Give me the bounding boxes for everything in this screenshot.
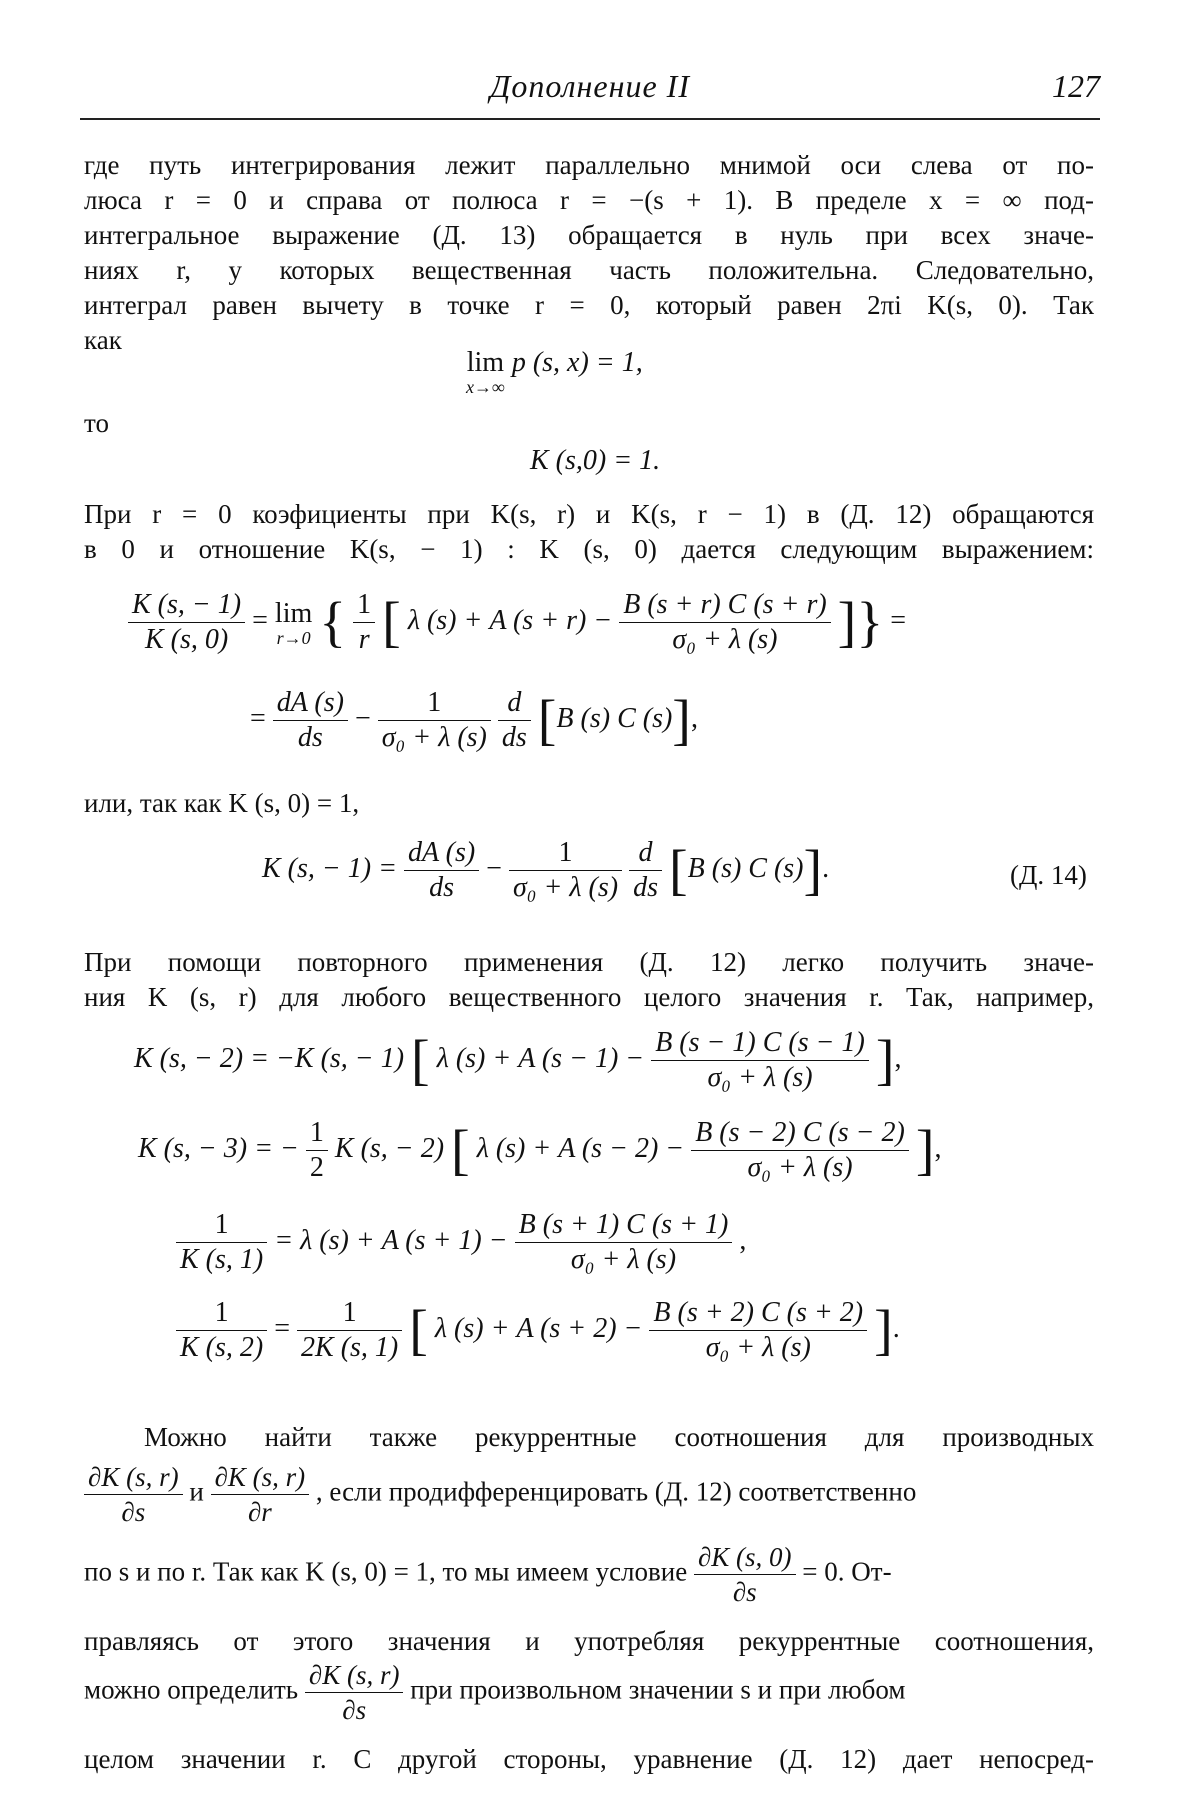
denominator: ∂s bbox=[342, 1695, 367, 1725]
text-fragment: , если продифференцировать (Д. 12) соответственно bbox=[315, 1476, 917, 1507]
equation-ratio-line2: = $\frac{dA (s)}{ds}$ − $\frac{1}{\text{σ₀ + λ (s)}}$ $\frac{d}{ds}$ [B (s) C (s)], bbox=[250, 687, 698, 753]
numerator: 1 bbox=[378, 686, 491, 721]
paragraph-5-line6 bbox=[84, 1742, 1094, 1777]
paragraph-1 bbox=[84, 148, 1094, 358]
numerator: 1 bbox=[306, 1116, 328, 1151]
denominator: ∂r bbox=[247, 1497, 272, 1527]
denominator: 2K (s, 1) bbox=[301, 1332, 399, 1363]
text-line: где путь интегрирования лежит параллельно мнимой оси слева от по- bbox=[84, 150, 1094, 180]
equation-inverse-k2: $\frac{1}{K (s, 2)}$ = $\frac{1}{2K (s, 1)}$ [ λ (s) + A (s + 2) − $\frac{B (s + 2) C (s + 2)}{\text{σ₀ + λ (s)}}$ ]. bbox=[176, 1296, 900, 1365]
equation-14: K (s, − 1) = $\frac{dA (s)}{ds}$ − $\frac{1}{\text{σ₀ + λ (s)}}$ $\frac{d}{ds}$ [B (s) C (s)]. bbox=[262, 837, 830, 903]
punctuation: , bbox=[690, 702, 698, 734]
bracket-body: B (s) C (s) bbox=[556, 702, 673, 734]
numerator: K (s, − 1) bbox=[128, 588, 245, 623]
limit-body: p (s, x) = 1, bbox=[511, 347, 643, 378]
numerator: dA (s) bbox=[404, 836, 479, 871]
numerator: 1 bbox=[176, 1296, 267, 1331]
paragraph-3 bbox=[84, 786, 1094, 821]
denominator: 2 bbox=[309, 1152, 324, 1183]
fraction bbox=[694, 1540, 796, 1609]
text-line: Можно найти также рекуррентные соотношения для производных bbox=[144, 1422, 1094, 1452]
punctuation: , bbox=[739, 1224, 747, 1256]
punctuation: . bbox=[822, 852, 830, 884]
denominator: ∂s bbox=[732, 1577, 757, 1607]
fraction bbox=[353, 588, 375, 657]
fraction bbox=[128, 588, 245, 657]
lim-operator: lim bbox=[466, 347, 505, 378]
numerator: 1 bbox=[176, 1208, 267, 1243]
equation-lhs: K (s, − 3) = − bbox=[138, 1132, 299, 1164]
bracket-body: λ (s) + A (s − 2) − bbox=[476, 1132, 685, 1164]
numerator: ∂K (s, r) bbox=[305, 1658, 404, 1693]
fraction bbox=[404, 836, 479, 905]
paragraph-4 bbox=[84, 945, 1094, 1015]
denominator: σ₀ + λ (s) bbox=[747, 1152, 853, 1183]
paragraph-2 bbox=[84, 497, 1094, 567]
numerator: d bbox=[629, 836, 662, 871]
equation-term: K (s, − 2) bbox=[334, 1132, 445, 1164]
numerator: 1 bbox=[509, 836, 622, 871]
fraction bbox=[378, 686, 491, 755]
fraction bbox=[509, 836, 622, 905]
fraction bbox=[273, 686, 348, 755]
denominator: ds bbox=[501, 722, 527, 753]
fraction bbox=[651, 1026, 869, 1095]
paragraph-5-line3 bbox=[84, 1540, 1094, 1609]
fraction bbox=[211, 1460, 310, 1529]
equation-lhs: K (s, − 1) = bbox=[262, 852, 398, 884]
text-fragment: по s и по r. Так как K (s, 0) = 1, то мы имеем условие bbox=[84, 1556, 688, 1587]
denominator: r bbox=[358, 624, 370, 655]
bracket-body: λ (s) + A (s − 1) − bbox=[436, 1042, 645, 1074]
fraction bbox=[629, 836, 662, 905]
denominator: ∂s bbox=[121, 1497, 146, 1527]
denominator: σ₀ + λ (s) bbox=[705, 1332, 811, 1363]
text-line: в 0 и отношение K(s, − 1) : K (s, 0) дается следующим выражением: bbox=[84, 534, 1094, 564]
text-line: целом значении r. С другой стороны, уравнение (Д. 12) дает непосред- bbox=[84, 1744, 1094, 1774]
denominator: K (s, 2) bbox=[180, 1332, 264, 1363]
fraction bbox=[176, 1208, 267, 1277]
equation-k-minus3: K (s, − 3) = − $\frac{1}{2}$ K (s, − 2) [ λ (s) + A (s − 2) − $\frac{B (s - 2) C (s - 2)}{\text{σ₀ + λ (s)}}$ ], bbox=[138, 1117, 942, 1183]
punctuation: , bbox=[934, 1132, 942, 1164]
text-line: ниях r, у которых вещественная часть положительна. Следовательно, bbox=[84, 255, 1094, 285]
equation-ratio-line1: $\frac{K (s, - 1)}{K (s, 0)}$ = lim r→0 { $\frac{1}{r}$ [ λ (s) + A (s + r) − $\frac{B (s + r) C (s + r)}{\text{σ₀ + λ (s)}}$ ]} = bbox=[128, 588, 906, 657]
bracket-body: λ (s) + A (s + 2) − bbox=[434, 1312, 643, 1344]
text-fragment: можно определить bbox=[84, 1674, 299, 1705]
fraction bbox=[691, 1116, 909, 1185]
lim-subscript: x→∞ bbox=[466, 377, 505, 397]
punctuation: , bbox=[894, 1042, 902, 1074]
fraction bbox=[297, 1296, 402, 1365]
bracket-body: λ (s) + A (s + r) − bbox=[407, 604, 613, 636]
text-fragment: при произвольном значении s и при любом bbox=[410, 1674, 906, 1705]
fraction bbox=[649, 1296, 867, 1365]
numerator: ∂K (s, r) bbox=[211, 1460, 310, 1495]
paragraph-5-line4 bbox=[84, 1624, 1094, 1659]
denominator: K (s, 0) bbox=[144, 624, 229, 655]
fraction bbox=[176, 1296, 267, 1365]
equation-number: (Д. 14) bbox=[1010, 860, 1087, 890]
denominator: σ₀ + λ (s) bbox=[707, 1062, 813, 1093]
text-line: как bbox=[84, 325, 122, 355]
running-title: Дополнение II bbox=[490, 68, 690, 104]
fraction bbox=[305, 1658, 404, 1727]
denominator: σ₀ + λ (s) bbox=[570, 1244, 677, 1275]
denominator: σ₀ + λ (s) bbox=[512, 872, 619, 903]
punctuation: . bbox=[892, 1312, 900, 1344]
numerator: B (s + r) C (s + r) bbox=[619, 588, 830, 623]
equation-limit bbox=[466, 348, 643, 396]
page-number: 127 bbox=[1052, 68, 1100, 104]
header-rule bbox=[80, 118, 1100, 120]
numerator: B (s − 1) C (s − 1) bbox=[651, 1026, 869, 1061]
denominator: σ₀ + λ (s) bbox=[381, 722, 487, 753]
text-line: ния K (s, r) для любого вещественного целого значения r. Так, например, bbox=[84, 982, 1094, 1012]
text-line: интегральное выражение (Д. 13) обращается в нуль при всех значе- bbox=[84, 220, 1094, 250]
text-fragment: = 0. От- bbox=[802, 1556, 892, 1587]
paragraph-5 bbox=[84, 1420, 1094, 1455]
minus-sign: − bbox=[354, 702, 371, 734]
minus-sign: − bbox=[486, 852, 502, 884]
fraction bbox=[306, 1116, 328, 1185]
numerator: B (s + 1) C (s + 1) bbox=[515, 1208, 733, 1243]
numerator: B (s + 2) C (s + 2) bbox=[649, 1296, 867, 1331]
denominator: ds bbox=[633, 872, 658, 903]
equals-sign: = bbox=[250, 702, 266, 734]
numerator: 1 bbox=[353, 588, 375, 623]
lim-subscript: r→0 bbox=[276, 627, 311, 648]
fraction bbox=[515, 1208, 733, 1277]
numerator: ∂K (s, r) bbox=[84, 1460, 183, 1495]
numerator: 1 bbox=[297, 1296, 402, 1331]
denominator: σ₀ + λ (s) bbox=[672, 624, 778, 655]
numerator: d bbox=[498, 686, 531, 721]
numerator: B (s − 2) C (s − 2) bbox=[691, 1116, 909, 1151]
equation-k-minus2: K (s, − 2) = −K (s, − 1) [ λ (s) + A (s − 1) − $\frac{B (s - 1) C (s - 1)}{\text{σ₀ + λ (s)}}$ ], bbox=[134, 1027, 902, 1093]
paragraph-5-line2 bbox=[84, 1460, 1094, 1529]
equals-sign: = bbox=[274, 1312, 291, 1344]
text-line: интеграл равен вычету в точке r = 0, который равен 2πi K(s, 0). Так bbox=[84, 290, 1094, 320]
denominator: ds bbox=[297, 722, 323, 753]
word-to: то bbox=[84, 408, 109, 438]
text-line: При помощи повторного применения (Д. 12) легко получить значе- bbox=[84, 947, 1094, 977]
numerator: ∂K (s, 0) bbox=[694, 1540, 796, 1575]
fraction bbox=[619, 588, 830, 657]
text-line: люса r = 0 и справа от полюса r = −(s + 1). В пределе x = ∞ под- bbox=[84, 185, 1094, 215]
equation-inverse-k1 bbox=[176, 1208, 746, 1277]
text-line: правляясь от этого значения и употребляя рекуррентные соотношения, bbox=[84, 1626, 1094, 1656]
lim-operator: lim bbox=[274, 597, 313, 629]
fraction bbox=[84, 1460, 183, 1529]
numerator: dA (s) bbox=[273, 686, 348, 721]
paragraph-5-line5 bbox=[84, 1658, 1094, 1727]
equation-body: = λ (s) + A (s + 1) − bbox=[274, 1224, 508, 1256]
equation-lhs: K (s, − 2) = −K (s, − 1) bbox=[134, 1042, 405, 1074]
fraction bbox=[498, 686, 531, 755]
text-line: или, так как K (s, 0) = 1, bbox=[84, 788, 360, 818]
denominator: K (s, 1) bbox=[180, 1244, 264, 1275]
bracket-body: B (s) C (s) bbox=[687, 852, 804, 884]
text-fragment: и bbox=[189, 1476, 204, 1507]
equals-sign: = bbox=[890, 604, 907, 636]
page-header bbox=[80, 68, 1100, 114]
equation-k0: K (s,0) = 1. bbox=[530, 445, 661, 476]
text-line: При r = 0 коэфициенты при K(s, r) и K(s, r − 1) в (Д. 12) обращаются bbox=[84, 499, 1094, 529]
denominator: ds bbox=[429, 872, 455, 903]
